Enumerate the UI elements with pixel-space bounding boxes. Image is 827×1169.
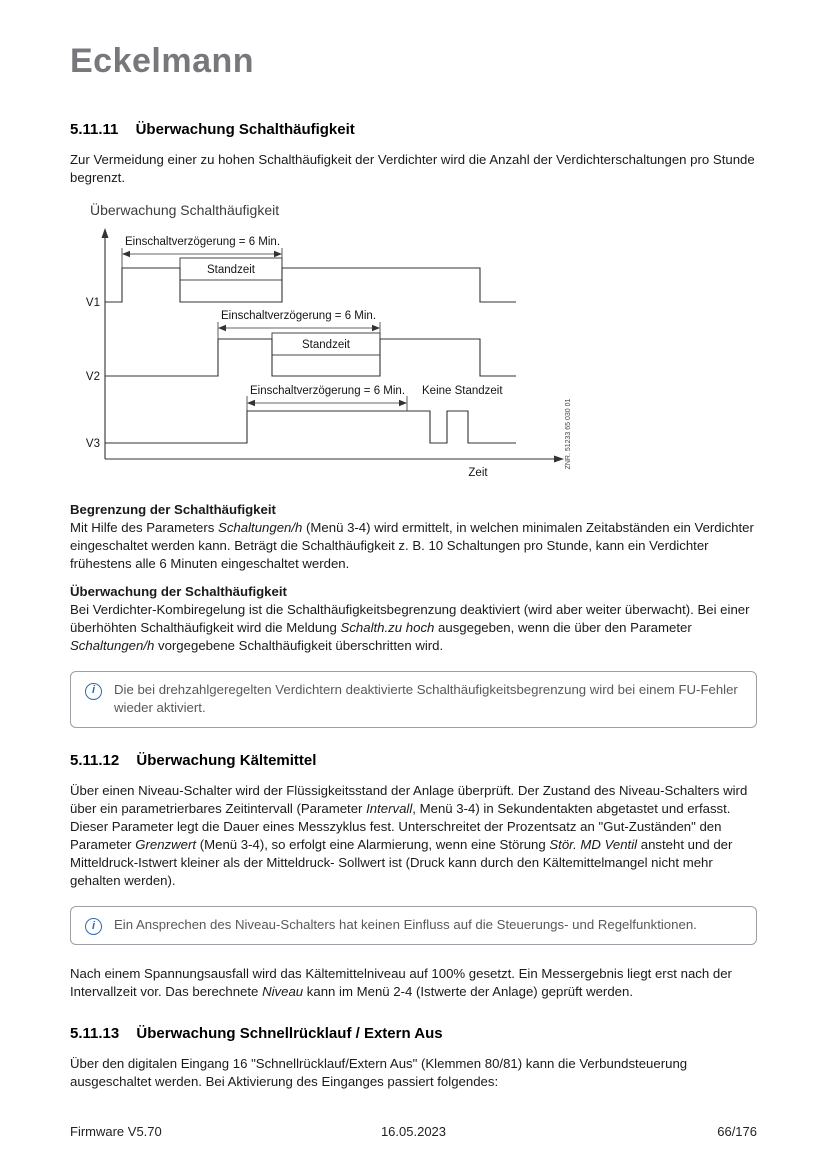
v2-standzeit-box [272,333,380,355]
section-title: Überwachung Kältemittel [136,752,317,770]
info-note-text: Die bei drehzahlgeregelten Verdichtern deaktivierte Schalthäufigkeitsbegrenzung wird bei einem FU-Fehler wieder aktiviert. [114,681,738,716]
section-title: Überwachung Schnellrücklauf / Extern Aus [136,1024,443,1042]
section-heading-5-11-12 [70,752,757,769]
drawing-number: ZNR. 51233 65 030 01 [565,398,572,470]
v2-delay-dimension [218,310,380,339]
signal-label-v3: V3 [85,437,100,450]
v1-standzeit-box [180,258,282,280]
paragraph-intro: Zur Vermeidung einer zu hohen Schalthäufigkeit der Verdichter wird die Anzahl der Verdichterschaltungen pro Stunde begrenzt. [70,152,755,185]
info-note-text: Ein Ansprechen des Niveau-Schalters hat keinen Einfluss auf die Steuerungs- und Regelfunktionen. [114,916,697,932]
company-logo: Eckelmann [70,42,255,80]
info-note-niveau [70,906,757,945]
page-footer [70,1124,757,1139]
section-number: 5.11.11 [70,121,119,138]
delay-label-v1: Einschaltverzögerung = 6 Min. [125,235,281,248]
v1-waveform [105,268,516,302]
v3-waveform [105,411,516,443]
subheading-ueberwachung: Überwachung der Schalthäufigkeit [70,583,287,599]
info-note-fu-fehler [70,671,757,728]
value-axis [102,228,109,459]
switching-frequency-diagram [70,202,757,492]
footer-date: 16.05.2023 [380,1124,447,1139]
v3-delay-dimension [247,385,503,411]
time-axis-label: Zeit [468,466,488,479]
timing-diagram-canvas [70,224,594,492]
paragraph-ueberwachung: Bei Verdichter-Kombiregelung ist die Schalthäufigkeitsbegrenzung deaktiviert (wird aber weiter überwacht). Bei einer überhöhten Schalthäufigkeit wird die Meldung Schalth.zu hoch ausgegeben, wenn die über den Parameter Schaltungen/h vorgegebene Schalthäufigkeit überschritten wird. [70,601,750,653]
subheading-begrenzung: Begrenzung der Schalthäufigkeit [70,501,276,517]
paragraph-schnellruecklauf: Über den digitalen Eingang 16 "Schnellrücklauf/Extern Aus" (Klemmen 80/81) kann die Verbundsteuerung ausgeschaltet werden. Bei Aktivierung des Einganges passiert folgendes: [70,1055,688,1089]
section-heading-5-11-13 [70,1025,757,1042]
signal-label-v1: V1 [85,296,100,309]
diagram-title: Überwachung Schalthäufigkeit [90,201,280,218]
section-title: Überwachung Schalthäufigkeit [135,121,355,138]
keine-standzeit-label: Keine Standzeit [422,384,503,397]
section-number: 5.11.13 [70,1024,120,1042]
time-axis [105,455,564,479]
paragraph-kaeltemittel: Über einen Niveau-Schalter wird der Flüssigkeitsstand der Anlage überprüft. Der Zustand des Niveau-Schalters wird über ein parametrierbares Zeitintervall (Parameter Intervall, Menü 3-4) in Sekundentakten abgetastet und erfasst. Dieser Parameter legt die Dauer eines Messzyklus fest. Unterschreitet der Prozentsatz an "Gut-Zuständen" den Parameter Grenzwert (Menü 3-4), so erfolgt eine Alarmierung, wenn eine Störung Stör. MD Ventil ansteht und der Mitteldruck-Istwert kleiner als der Mitteldruck- Sollwert ist (Druck kann durch den Kältemittelmangel nicht mehr gehalten werden). [70,783,748,888]
paragraph-spannungsausfall: Nach einem Spannungsausfall wird das Kältemittelniveau auf 100% gesetzt. Ein Messergebnis liegt erst nach der Intervallzeit vor. Das berechnete Niveau kann im Menü 2-4 (Istwerte der Anlage) geprüft werden. [70,965,732,999]
paragraph-begrenzung: Mit Hilfe des Parameters Schaltungen/h (Menü 3-4) wird ermittelt, in welchen minimalen Zeitabständen ein Verdichter eingeschaltet werden kann. Beträgt die Schalthäufigkeit z. B. 10 Schaltungen pro Stunde, kann ein Verdichter frühestens alle 6 Minuten eingeschaltet werden. [70,519,754,571]
delay-label-v2: Einschaltverzögerung = 6 Min. [221,309,377,322]
footer-page-number: 66/176 [717,1124,757,1139]
standzeit-label-v1: Standzeit [207,263,255,276]
footer-firmware: Firmware V5.70 [70,1124,162,1139]
section-number: 5.11.12 [70,752,120,770]
section-heading-5-11-11 [70,121,757,138]
standzeit-label-v2: Standzeit [302,338,350,351]
v1-delay-dimension [122,236,282,268]
info-icon: i [85,918,102,935]
info-icon: i [85,683,102,700]
delay-label-v3: Einschaltverzögerung = 6 Min. [250,384,406,397]
signal-label-v2: V2 [85,370,100,383]
